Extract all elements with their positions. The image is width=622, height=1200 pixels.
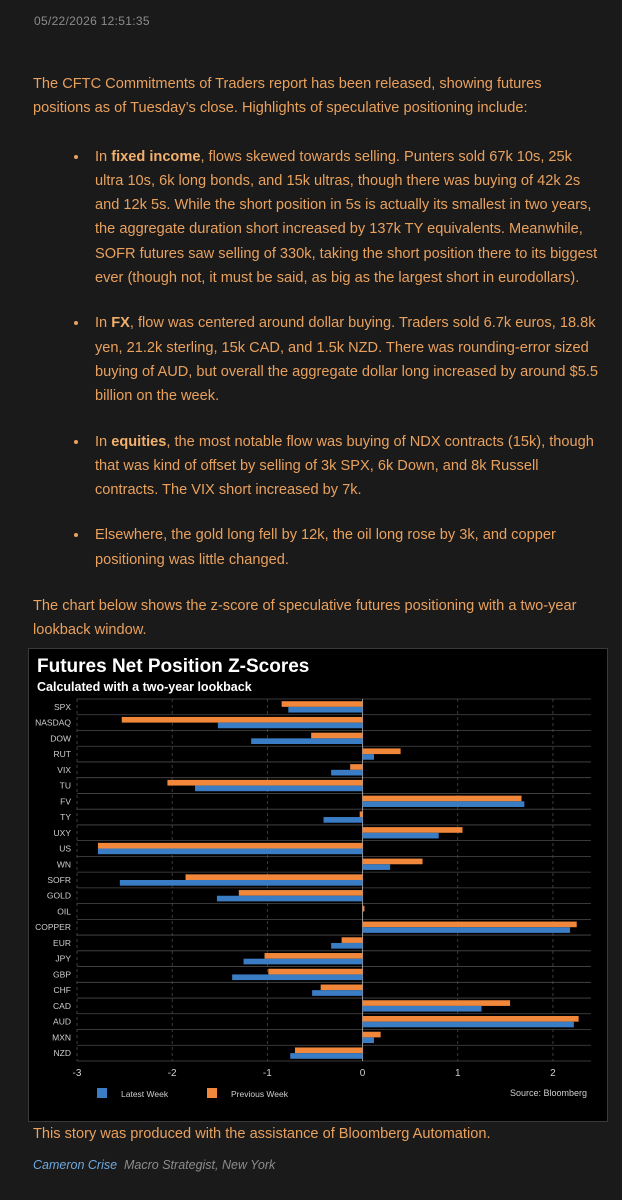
- legend-label: Previous Week: [231, 1089, 289, 1099]
- category-label: RUT: [53, 749, 71, 760]
- bullet-heading: equities: [111, 433, 167, 450]
- bar-latest-week: [98, 849, 363, 855]
- category-label: EUR: [53, 937, 71, 948]
- x-tick-label: -3: [72, 1068, 82, 1079]
- legend-swatch: [97, 1088, 107, 1098]
- author-role: Macro Strategist, New York: [124, 1158, 276, 1172]
- bar-latest-week: [217, 896, 363, 902]
- bar-previous-week: [98, 843, 363, 849]
- bar-previous-week: [360, 811, 363, 817]
- category-label: GBP: [53, 969, 71, 980]
- category-label: NASDAQ: [35, 717, 71, 728]
- bar-previous-week: [363, 1016, 579, 1022]
- bar-latest-week: [363, 1006, 482, 1012]
- timestamp: 05/22/2026 12:51:35: [34, 14, 150, 28]
- chart-subtitle: Calculated with a two-year lookback: [37, 680, 252, 694]
- bar-latest-week: [251, 738, 362, 744]
- bar-previous-week: [363, 1000, 511, 1006]
- bullet-elsewhere: Elsewhere, the gold long fell by 12k, the oil long rose by 3k, and copper positioning was little changed.: [33, 523, 601, 572]
- legend-label: Latest Week: [121, 1089, 169, 1099]
- futures-zscore-chart: [29, 649, 607, 1121]
- bar-latest-week: [363, 801, 525, 807]
- category-label: MXN: [52, 1032, 71, 1043]
- bar-previous-week: [186, 874, 363, 880]
- article-body: [33, 72, 601, 643]
- bar-latest-week: [363, 1022, 574, 1028]
- bar-latest-week: [232, 974, 362, 980]
- bullet-fixed-income: In fixed income, flows skewed towards selling. Punters sold 67k 10s, 25k ultra 10s, 6k long bonds, and 15k ultras, though there was buying of 42k 2s and 12k 5s. While the short position in 5s is actually its smallest in two years, the aggregate duration short increased by 137k TY equivalents. Meanwhile, SOFR futures saw selling of 330k, taking the short position there to its biggest ever (though not, it must be said, as big as the largest short in eurodollars).: [33, 145, 601, 291]
- bar-latest-week: [120, 880, 363, 886]
- bar-latest-week: [363, 1037, 374, 1043]
- bar-previous-week: [363, 796, 522, 802]
- bar-previous-week: [363, 827, 463, 833]
- bar-previous-week: [321, 985, 363, 991]
- chart-title: Futures Net Position Z-Scores: [37, 656, 310, 677]
- intro-paragraph: The CFTC Commitments of Traders report has been released, showing futures positions as of Tuesday’s close. Highlights of speculative positioning include:: [33, 76, 542, 117]
- legend-swatch: [207, 1088, 217, 1098]
- bullet-dot-icon: [74, 155, 78, 159]
- x-tick-label: 1: [454, 1068, 461, 1079]
- bar-previous-week: [282, 701, 363, 707]
- bar-latest-week: [363, 927, 571, 933]
- chart-source: Source: Bloomberg: [509, 1088, 587, 1098]
- bar-latest-week: [331, 943, 362, 949]
- bar-latest-week: [244, 959, 363, 965]
- bar-previous-week: [363, 906, 365, 912]
- bar-latest-week: [288, 707, 362, 713]
- category-label: GOLD: [46, 890, 71, 901]
- category-label: AUD: [53, 1016, 71, 1027]
- author-link[interactable]: Cameron Crise: [33, 1158, 118, 1172]
- bar-previous-week: [239, 890, 363, 896]
- bullet-dot-icon: [74, 440, 78, 444]
- category-label: US: [59, 843, 71, 854]
- x-tick-label: -2: [167, 1068, 177, 1079]
- bar-latest-week: [195, 786, 363, 792]
- bar-previous-week: [167, 780, 362, 786]
- bar-previous-week: [350, 764, 362, 770]
- bar-previous-week: [122, 717, 363, 723]
- bullet-fx: In FX, flow was centered around dollar buying. Traders sold 6.7k euros, 18.8k yen, 21.2k sterling, 15k CAD, and 1.5k NZD. There was rounding-error sized buying of AUD, but overall the aggregate dollar long increased by around $5.5 billion on the week.: [33, 311, 601, 408]
- bar-latest-week: [324, 817, 363, 823]
- category-label: JPY: [55, 953, 71, 964]
- byline: [33, 1158, 275, 1172]
- category-label: UXY: [53, 827, 71, 838]
- bullet-heading: FX: [111, 315, 130, 332]
- x-tick-label: 2: [550, 1068, 556, 1079]
- category-label: NZD: [53, 1048, 71, 1059]
- bar-latest-week: [363, 864, 391, 870]
- category-label: OIL: [57, 906, 71, 917]
- bar-latest-week: [290, 1053, 362, 1059]
- category-label: SPX: [53, 701, 71, 712]
- bar-previous-week: [363, 922, 577, 928]
- category-label: COPPER: [35, 922, 71, 933]
- chart-intro: The chart below shows the z-score of speculative futures positioning with a two-year lookback window.: [33, 598, 577, 639]
- bar-previous-week: [363, 859, 423, 865]
- bar-previous-week: [268, 969, 362, 975]
- bar-previous-week: [363, 748, 401, 754]
- bar-previous-week: [363, 1032, 381, 1038]
- chart-image: [28, 648, 608, 1122]
- category-label: DOW: [50, 733, 71, 744]
- category-label: CHF: [53, 985, 71, 996]
- bar-latest-week: [363, 754, 374, 760]
- automation-note: This story was produced with the assistance of Bloomberg Automation.: [33, 1126, 491, 1142]
- bar-latest-week: [331, 770, 362, 776]
- bar-previous-week: [342, 937, 363, 943]
- bar-previous-week: [295, 1047, 363, 1053]
- bar-latest-week: [363, 833, 439, 839]
- bullet-dot-icon: [74, 533, 78, 537]
- bullet-dot-icon: [74, 321, 78, 325]
- bar-previous-week: [311, 733, 362, 739]
- category-label: VIX: [57, 764, 71, 775]
- bar-previous-week: [265, 953, 363, 959]
- bullet-equities: In equities, the most notable flow was buying of NDX contracts (15k), though that was kind of offset by selling of 3k SPX, 6k Down, and 8k Russell contracts. The VIX short increased by 7k.: [33, 430, 601, 503]
- category-label: WN: [56, 859, 71, 870]
- category-label: TU: [59, 780, 71, 791]
- highlights-list: [33, 145, 601, 572]
- bullet-heading: fixed income: [111, 148, 201, 165]
- x-tick-label: -1: [262, 1068, 272, 1079]
- bar-latest-week: [312, 990, 362, 996]
- x-tick-label: 0: [359, 1068, 366, 1079]
- category-label: FV: [60, 796, 71, 807]
- category-label: CAD: [53, 1000, 71, 1011]
- bar-latest-week: [218, 723, 363, 729]
- category-label: TY: [60, 812, 71, 823]
- category-label: SOFR: [47, 875, 71, 885]
